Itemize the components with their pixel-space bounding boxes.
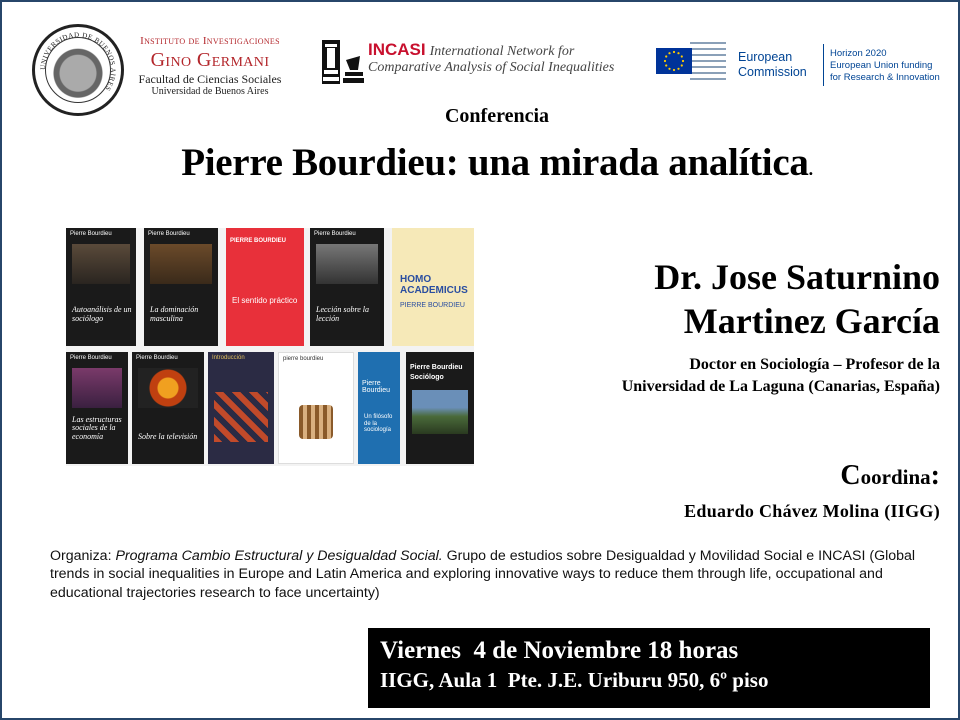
coordinator-name: Eduardo Chávez Molina (IIGG) <box>684 501 940 521</box>
event-datetime: Viernes 4 de Noviembre 18 horas <box>380 637 739 664</box>
book-top-text: Pierre Bourdieu <box>148 231 190 237</box>
book-cover-text: El sentido práctico <box>232 296 298 306</box>
organizer-rest: Grupo de estudios sobre Desigualdad y Movilidad Social e INCASI (Global trends in social inequalities in Europe and Latin America and exploring innovative ways to reduce them through life, occupational and educational trajectories research to face uncertainty) <box>50 548 916 601</box>
book-cover-text: Autoanálisis de un sociólogo <box>72 305 132 324</box>
coordination-colon: : <box>930 460 940 491</box>
iigg-line2: Gino Germani <box>150 49 270 71</box>
iigg-line3: Facultad de Ciencias Sociales <box>138 72 282 86</box>
book-cover <box>208 352 274 464</box>
date-location-box <box>368 628 930 708</box>
eu-star-icon <box>668 68 670 70</box>
book-top-text: PIERRE BOURDIEU <box>230 238 287 244</box>
coordination-initial: C <box>840 460 861 491</box>
book-cover <box>278 352 354 464</box>
incasi-logo <box>368 40 614 76</box>
ec-divider <box>823 44 824 86</box>
event-type-label: Conferencia <box>444 105 550 127</box>
speaker-name-line1: Dr. Jose Saturnino <box>654 257 940 297</box>
eu-star-icon <box>682 60 684 62</box>
coordination-rest: oordina <box>860 465 931 489</box>
eu-star-icon <box>677 52 679 54</box>
ec-line1: European <box>738 50 793 64</box>
iigg-logo <box>124 36 296 97</box>
ec-wordmark <box>738 50 807 80</box>
iigg-line4: Universidad de Buenos Aires <box>151 86 269 97</box>
book-cover-text: La dominación masculina <box>150 305 199 324</box>
eu-star-icon <box>677 68 679 70</box>
book-cover-text: Sobre la televisión <box>138 432 198 442</box>
incasi-tagline1: International Network for <box>429 44 575 59</box>
uba-seal-logo <box>32 24 124 116</box>
book-top-text: Pierre Bourdieu <box>410 364 463 371</box>
books-collage <box>66 228 474 466</box>
book-top-text: Pierre Bourdieu <box>70 231 112 237</box>
book-cover <box>66 352 128 464</box>
book-top-text: Pierre Bourdieu <box>70 355 112 361</box>
eu-star-icon <box>668 52 670 54</box>
eu-star-icon <box>681 55 683 57</box>
incasi-tagline2: Comparative Analysis of Social Inequalities <box>368 60 615 76</box>
book-cover <box>310 228 384 346</box>
event-title-text: Pierre Bourdieu: una mirada analítica <box>181 141 809 184</box>
book-cover <box>144 228 218 346</box>
book-cover-text: Sociólogo <box>410 374 444 381</box>
book-cover-text: Las estructuras sociales de la economía <box>72 414 122 442</box>
event-title <box>2 140 960 185</box>
book-cover <box>392 228 474 346</box>
organizer-program: Programa Cambio Estructural y Desigualdad Social. <box>115 548 443 564</box>
speaker-desc-line2: Universidad de La Laguna (Canarias, España) <box>621 377 940 395</box>
event-title-end: . <box>808 159 813 179</box>
book-cover <box>132 352 204 464</box>
organizer-text <box>50 547 930 602</box>
coordination-label <box>840 460 940 492</box>
eu-star-icon <box>665 55 667 57</box>
speaker-desc-line1: Doctor en Sociología – Profesor de la <box>689 356 940 373</box>
eu-star-icon <box>673 51 675 53</box>
book-top-text: Pierre Bourdieu <box>314 231 356 237</box>
h2020-line1: Horizon 2020 <box>830 48 887 59</box>
book-top-text: Introducción <box>212 355 245 361</box>
book-cover <box>226 228 304 346</box>
eu-star-icon <box>673 69 675 71</box>
organizer-prefix: Organiza: <box>50 548 116 564</box>
h2020-line3: for Research & Innovation <box>830 71 940 83</box>
chess-pieces-icon <box>322 40 364 84</box>
svg-text:UNIVERSIDAD DE BUENOS AIRES <box>39 31 117 92</box>
book-top-text: HOMO ACADEMICUS <box>400 274 468 296</box>
eu-star-icon <box>681 64 683 66</box>
speaker-name <box>654 256 940 344</box>
horizon-2020-label <box>830 48 940 84</box>
uba-seal-text: UNIVERSIDAD DE BUENOS AIRES <box>38 30 118 93</box>
speaker-description <box>622 354 940 397</box>
book-cover <box>358 352 400 464</box>
book-cover-text: Lección sobre la lección <box>316 305 370 324</box>
book-cover <box>66 228 136 346</box>
book-cover <box>406 352 474 464</box>
incasi-name: INCASI <box>368 40 426 59</box>
european-commission-logo <box>638 38 728 86</box>
book-top-text: Pierre Bourdieu <box>362 380 391 394</box>
h2020-line2: European Union funding <box>830 59 933 71</box>
book-cover-text: Un filósofo de la sociología <box>364 414 393 434</box>
book-top-text: Pierre Bourdieu <box>136 355 178 361</box>
eu-star-icon <box>664 60 666 62</box>
eu-star-icon <box>665 64 667 66</box>
ec-line2: Commission <box>738 65 807 79</box>
event-location: IIGG, Aula 1 Pte. J.E. Uriburu 950, 6º piso <box>380 668 769 692</box>
speaker-name-line2: Martinez García <box>683 300 940 341</box>
iigg-line1: Instituto de Investigaciones <box>140 35 280 47</box>
book-cover-text: PIERRE BOURDIEU <box>400 302 465 310</box>
book-top-text: pierre bourdieu <box>283 356 324 362</box>
